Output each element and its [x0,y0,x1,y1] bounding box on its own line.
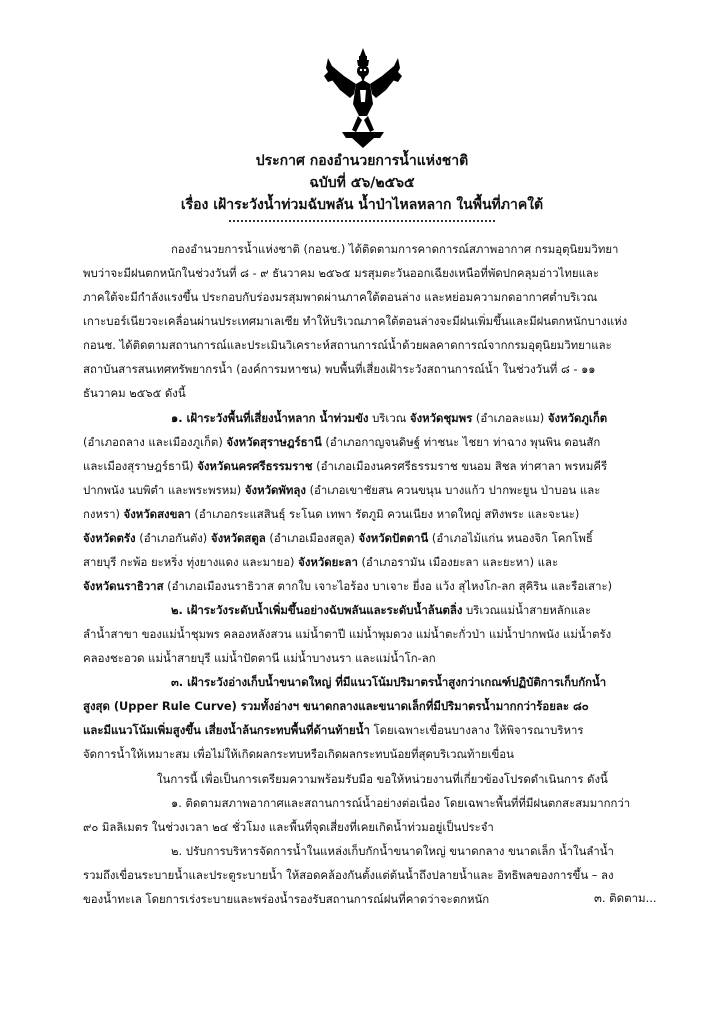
body-text: รวมถึงเขื่อนระบายน้ำและประตูระบายน้ำ ให้สอดคล้องกันตั้งแต่ต้นน้ำถึงปลายน้ำและ อิทธิพลของการขึ้น – ลง [83,868,614,882]
title-divider [229,220,495,222]
body-text: พบว่าจะมีฝนตกหนักในช่วงวันที่ ๘ - ๙ ธันวาคม ๒๕๖๕ มรสุมตะวันออกเฉียงเหนือที่พัดปกคลุมอ่าวไทยและ [83,266,600,280]
body-text-bold: ๑. เฝ้าระวังพื้นที่เสี่ยงน้ำหลาก น้ำท่วมขัง [171,411,369,425]
body-text: ของน้ำทะเล โดยการเร่งระบายและพร่องน้ำรองรับสถานการณ์ฝนที่คาดว่าจะตกหนัก [83,892,490,906]
body-text: (อำเภอเมืองนครศรีธรรมราช ขนอม สิชล ท่าศาลา พรหมคีรี [312,459,608,473]
body-line [83,718,584,742]
announcement-title: ประกาศ กองอำนวยการน้ำแห่งชาติ [255,153,469,169]
body-line [83,430,600,454]
body-line [83,261,599,285]
body-line [83,622,611,646]
body-line [171,598,591,622]
body-line [83,285,597,309]
body-text-bold: จังหวัดยะลา [298,555,358,569]
body-line [83,815,494,839]
body-text-bold: จังหวัดนครศรีธรรมราช [197,459,313,473]
continued-marker: ๓. ติดตาม... [594,891,657,905]
body-line [83,309,627,333]
body-text: ๑. ติดตามสภาพอากาศและสถานการณ์น้ำอย่างต่อเนื่อง โดยเฉพาะพื้นที่ที่มีฝนตกสะสมมากกว่า [171,796,631,810]
body-text: กงหรา) [83,507,124,521]
body-text-bold: จังหวัดสุราษฎร์ธานี [226,435,322,449]
body-text-bold: จังหวัดสงขลา [123,507,191,521]
body-text: ปากพนัง นบพิตำ และพระพรหม) [83,483,245,497]
body-text: บริเวณ [368,411,410,425]
body-text: (อำเภอกระแสสินธุ์ ระโนด เทพา รัตภูมิ ควนเนียง หาดใหญ่ สทิงพระ และจะนะ) [190,507,580,521]
body-line [83,646,436,670]
body-line [83,863,614,887]
body-text: สถาบันสารสนเทศทรัพยากรน้ำ (องค์การมหาชน) พบพื้นที่เสี่ยงเฝ้าระวังสถานการณ์น้ำ ในช่วงวันที่ ๘ - ๑๑ [83,362,596,376]
body-text: ในการนี้ เพื่อเป็นการเตรียมความพร้อมรับมือ ขอให้หน่วยงานที่เกี่ยวข้องโปรดดำเนินการ ดังนี้ [157,772,608,786]
body-text: (อำเภอรามัน เมืองยะลา และยะหา) และ [357,555,559,569]
body-text: ธันวาคม ๒๕๖๕ ดังนี้ [83,386,186,400]
body-line [83,526,593,550]
body-text: ๒. ปรับการบริหารจัดการน้ำในแหล่งเก็บกักน้ำขนาดใหญ่ ขนาดกลาง ขนาดเล็ก น้ำในลำน้ำ [171,844,614,858]
body-text: (อำเภอเมืองนราธิวาส ตากใบ เจาะไอร้อง บาเจาะ ยี่งอ แว้ง สุไหงโก-ลก สุคิริน และรือเสาะ) [163,579,613,593]
body-line [83,357,596,381]
body-line [171,237,618,261]
body-text: บริเวณแม่น้ำสายหลักและ [462,603,592,617]
body-text: กองอำนวยการน้ำแห่งชาติ (กอนช.) ได้ติดตามการคาดการณ์สภาพอากาศ กรมอุตุนิยมวิทยา [171,242,619,256]
announcement-subject: เรื่อง เฝ้าระวังน้ำท่วมฉับพลัน น้ำป่าไหลหลาก ในพื้นที่ภาคใต้ [180,197,544,213]
garuda-emblem-icon [322,46,404,150]
body-text: (อำเภอเขาชัยสน ควนขนุน บางแก้ว ปากพะยูน ป่าบอน และ [305,483,601,497]
body-line [83,478,600,502]
body-line [157,767,608,791]
body-text-bold: จังหวัดปัตตานี [358,531,429,545]
body-line [83,454,607,478]
body-text: ลำน้ำสาขา ของแม่น้ำชุมพร คลองหลังสวน แม่น้ำตาปี แม่น้ำพุมดวง แม่น้ำตะกั่วป่า แม่น้ำปากพนัง แม่น้ำตรัง [83,627,612,641]
body-line [83,381,186,405]
body-text: และเมืองสุราษฎร์ธานี) [83,459,198,473]
body-text-bold: จังหวัดชุมพร [409,411,473,425]
body-text: เกาะบอร์เนียวจะเคลื่อนผ่านประเทศมาเลเซีย ทำให้บริเวณภาคใต้ตอนล่างจะมีฝนเพิ่มขึ้นและมีฝนตกหนักบางแห่ง [83,314,628,328]
announcement-issue-number: ฉบับที่ ๕๖/๒๕๖๕ [309,175,415,191]
body-text-bold: จังหวัดพัทลุง [244,483,306,497]
body-text-bold: จังหวัดภูเก็ต [547,411,608,425]
body-line [171,670,606,694]
body-text: (อำเภอถลาง และเมืองภูเก็ต) [83,435,227,449]
body-text-bold: จังหวัดตรัง [83,531,136,545]
body-line [171,406,607,430]
body-line [83,742,514,766]
body-line [83,502,579,526]
body-text: (อำเภอไม้แก่น หนองจิก โคกโพธิ์ [428,531,593,545]
body-text-bold: จังหวัดสตูล [210,531,266,545]
body-line [83,574,612,598]
body-line [83,887,489,911]
body-text-bold: ๒. เฝ้าระวังระดับน้ำเพิ่มขึ้นอย่างฉับพลันและระดับน้ำล้นตลิ่ง [171,603,463,617]
body-line [83,333,612,357]
body-text: (อำเภอเมืองสตูล) [265,531,359,545]
body-line [171,791,630,815]
body-text: โดยเฉพาะเขื่อนบางลาง ให้พิจารณาบริหาร [369,723,584,737]
body-line [83,694,589,718]
body-text: (อำเภอกันตัง) [135,531,211,545]
body-text-bold: สูงสุด (Upper Rule Curve) รวมทั้งอ่างฯ ขนาดกลางและขนาดเล็กที่มีปริมาตรน้ำมากกว่าร้อยละ ๘๐ [83,699,589,713]
body-text: คลองชะอวด แม่น้ำสายบุรี แม่น้ำปัตตานี แม่น้ำบางนรา และแม่น้ำโก-ลก [83,651,436,665]
body-text: สายบุรี กะพ้อ ยะหริ่ง ทุ่งยางแดง และมายอ) [83,555,299,569]
body-text: จัดการน้ำให้เหมาะสม เพื่อไม่ให้เกิดผลกระทบหรือเกิดผลกระทบน้อยที่สุดบริเวณท้ายเขื่อน [83,747,514,761]
body-text-bold: ๓. เฝ้าระวังอ่างเก็บน้ำขนาดใหญ่ ที่มีแนวโน้มปริมาตรน้ำสูงกว่าเกณฑ์ปฏิบัติการเก็บกักน้ำ [171,675,607,689]
body-text-bold: จังหวัดนราธิวาส [83,579,164,593]
body-text: กอนช. ได้ติดตามสถานการณ์และประเมินวิเคราะห์สถานการณ์น้ำด้วยผลคาดการณ์จากกรมอุตุนิยมวิทยาและ [83,338,612,352]
body-text: (อำเภอกาญจนดิษฐ์ ท่าชนะ ไชยา ท่าฉาง พุนพิน ดอนสัก [321,435,601,449]
body-text: ๙๐ มิลลิเมตร ในช่วงเวลา ๒๔ ชั่วโมง และพื้นที่จุดเสี่ยงที่เคยเกิดน้ำท่วมอยู่เป็นประจำ [83,820,494,834]
body-text-bold: และมีแนวโน้มเพิ่มสูงขึ้น เสี่ยงน้ำล้นกระทบพื้นที่ด้านท้ายน้ำ [83,723,370,737]
body-text: (อำเภอละแม) [472,411,548,425]
body-line [171,839,614,863]
body-line [83,550,558,574]
body-text: ภาคใต้จะมีกำลังแรงขึ้น ประกอบกับร่องมรสุมพาดผ่านภาคใต้ตอนล่าง และหย่อมความกดอากาศต่ำบริเวณ [83,290,598,304]
